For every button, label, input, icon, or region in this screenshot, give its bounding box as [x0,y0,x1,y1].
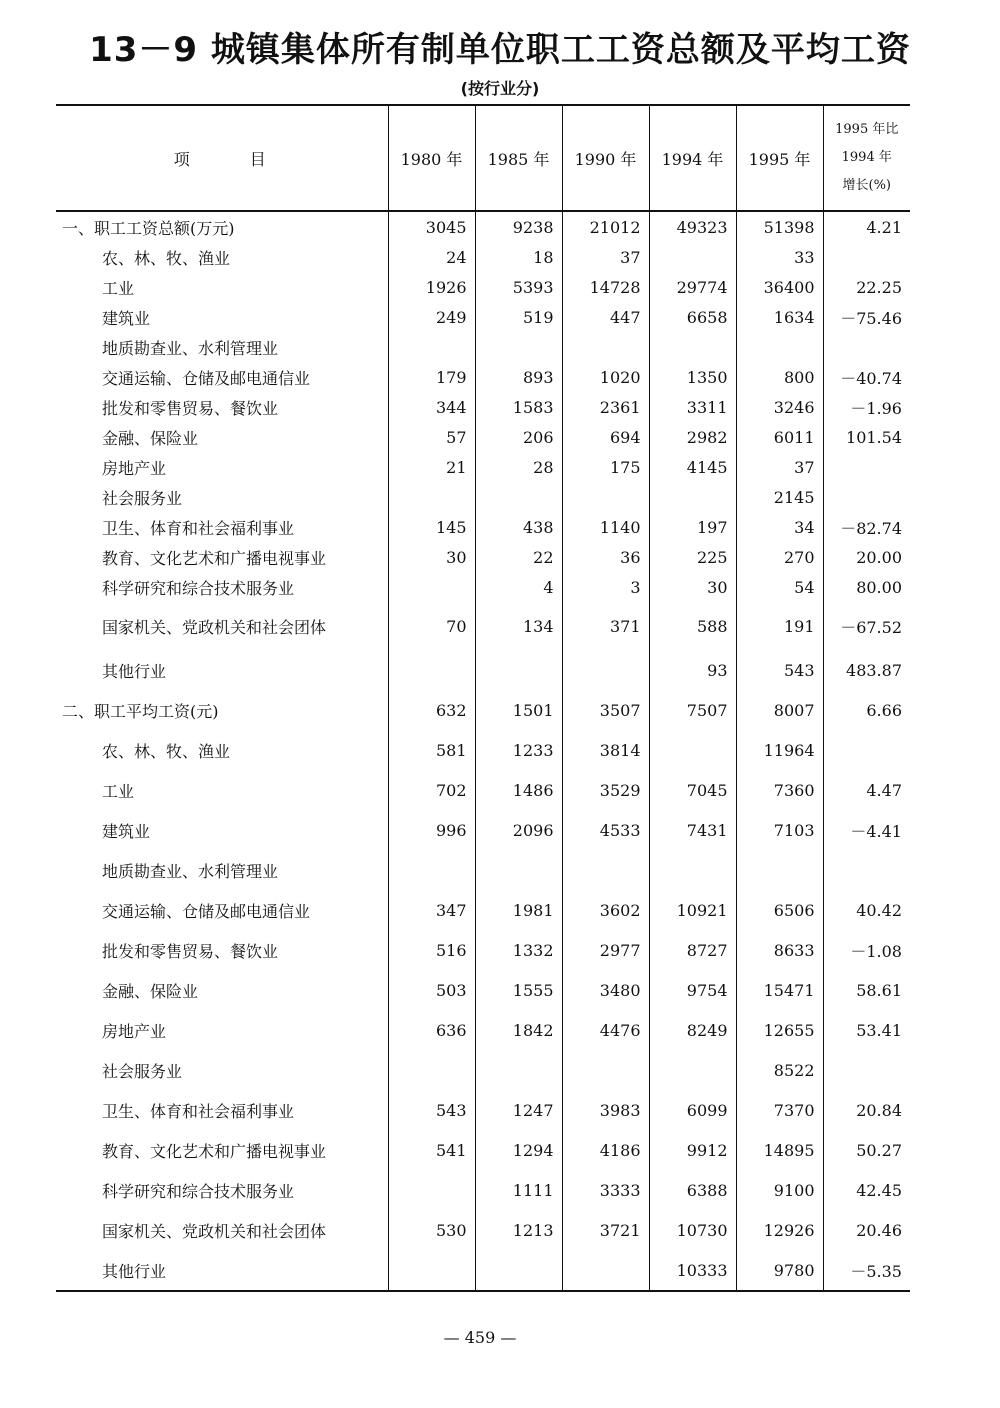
value-1995: 2145 [736,482,823,512]
value-1985 [475,1050,562,1090]
table-row [56,542,910,572]
value-1980: 581 [388,730,475,770]
value-1995: 33 [736,242,823,272]
value-1985: 1842 [475,1010,562,1050]
table-row [56,272,910,302]
value-1995: 54 [736,572,823,602]
value-growth: 6.66 [823,690,910,730]
value-1994 [649,730,736,770]
row-label: 国家机关、党政机关和社会团体 [102,617,327,637]
table-row [56,482,910,512]
value-1995: 15471 [736,970,823,1010]
value-1985: 1247 [475,1090,562,1130]
value-growth [823,482,910,512]
value-1985: 28 [475,452,562,482]
value-1985 [475,850,562,890]
table-row [56,970,910,1010]
value-1990: 2977 [562,930,649,970]
value-1980: 30 [388,542,475,572]
row-label: 交通运输、仓储及邮电通信业 [102,901,311,921]
value-growth [823,1050,910,1090]
value-1995: 6011 [736,422,823,452]
table-row [56,690,910,730]
value-1990 [562,332,649,362]
value-1995: 6506 [736,890,823,930]
value-1994: 6388 [649,1170,736,1210]
header-growth-line1: 1995 年比 [835,122,899,137]
header-1995: 1995 年 [736,105,823,211]
value-1980 [388,1050,475,1090]
value-growth: －40.74 [823,362,910,392]
value-1995: 800 [736,362,823,392]
table-row [56,1250,910,1291]
table-row [56,930,910,970]
row-label: 批发和零售贸易、餐饮业 [102,398,279,418]
value-growth: 20.46 [823,1210,910,1250]
value-1995: 7370 [736,1090,823,1130]
value-1985: 1981 [475,890,562,930]
value-1995: 8633 [736,930,823,970]
row-label: 其他行业 [56,1250,388,1291]
value-1980: 145 [388,512,475,542]
row-label: 金融、保险业 [102,428,199,448]
value-1994: 197 [649,512,736,542]
value-1985: 1294 [475,1130,562,1170]
header-growth-line3: 增长(%) [842,178,891,193]
value-1980: 541 [388,1130,475,1170]
value-1980: 632 [388,690,475,730]
value-1980: 21 [388,452,475,482]
value-1980: 70 [388,602,475,646]
table-row [56,362,910,392]
value-1990: 447 [562,302,649,332]
value-growth: 58.61 [823,970,910,1010]
value-growth: －82.74 [823,512,910,542]
row-label: 一、职工工资总额(万元) [62,218,235,238]
value-growth: 22.25 [823,272,910,302]
value-1990: 3721 [562,1210,649,1250]
value-1985 [475,332,562,362]
value-1985: 438 [475,512,562,542]
value-1994: 9754 [649,970,736,1010]
value-1994: 8727 [649,930,736,970]
value-1980: 702 [388,770,475,810]
table-row [56,890,910,930]
table-row [56,242,910,272]
value-1980: 516 [388,930,475,970]
value-1980: 179 [388,362,475,392]
value-growth: 50.27 [823,1130,910,1170]
value-1990: 2361 [562,392,649,422]
value-1985: 1583 [475,392,562,422]
value-1990: 37 [562,242,649,272]
value-1990: 3507 [562,690,649,730]
table-row [56,572,910,602]
value-1980: 503 [388,970,475,1010]
value-1985: 1501 [475,690,562,730]
value-1995: 34 [736,512,823,542]
row-label: 交通运输、仓储及邮电通信业 [102,368,311,388]
table-row [56,332,910,362]
value-1985: 1233 [475,730,562,770]
row-label: 农、林、牧、渔业 [102,248,231,268]
table-row [56,392,910,422]
value-1994: 93 [649,646,736,690]
value-1995: 11964 [736,730,823,770]
row-label: 社会服务业 [102,488,183,508]
value-1990: 4476 [562,1010,649,1050]
value-growth: －67.52 [823,602,910,646]
value-1995: 12926 [736,1210,823,1250]
value-1994: 49323 [649,211,736,242]
table-header [56,105,910,211]
value-1990: 3602 [562,890,649,930]
table-row [56,302,910,332]
value-1995: 8522 [736,1050,823,1090]
value-1980: 543 [388,1090,475,1130]
row-label: 地质勘查业、水利管理业 [102,861,279,881]
table-row [56,850,910,890]
value-1985: 1111 [475,1170,562,1210]
value-1994: 4145 [649,452,736,482]
header-item: 项目 [56,105,388,211]
value-1995: 37 [736,452,823,482]
table-row [56,452,910,482]
table-row [56,512,910,542]
value-1994 [649,482,736,512]
value-growth: 4.47 [823,770,910,810]
value-1994: 6658 [649,302,736,332]
page-title: 13－9 城镇集体所有制单位职工工资总额及平均工资 [89,30,911,70]
header-growth-line2: 1994 年 [841,150,892,165]
row-label: 科学研究和综合技术服务业 [102,1181,295,1201]
row-label: 科学研究和综合技术服务业 [102,578,295,598]
table-row [56,602,910,646]
value-growth: 20.00 [823,542,910,572]
row-label: 地质勘查业、水利管理业 [102,338,279,358]
value-1994: 9912 [649,1130,736,1170]
header-1980: 1980 年 [388,105,475,211]
value-growth: 483.87 [823,646,910,690]
row-label: 建筑业 [102,821,151,841]
value-growth: －1.08 [823,930,910,970]
value-1985: 1332 [475,930,562,970]
value-1980: 3045 [388,211,475,242]
value-1995: 7103 [736,810,823,850]
table-row [56,1090,910,1130]
value-1985: 2096 [475,810,562,850]
row-label: 金融、保险业 [102,981,199,1001]
row-label: 批发和零售贸易、餐饮业 [102,941,279,961]
value-growth: 101.54 [823,422,910,452]
value-1994: 225 [649,542,736,572]
value-1980: 530 [388,1210,475,1250]
value-1995: 14895 [736,1130,823,1170]
value-1995: 51398 [736,211,823,242]
value-1980: 347 [388,890,475,930]
row-label: 房地产业 [102,1021,167,1041]
row-label: 卫生、体育和社会福利事业 [102,518,295,538]
value-1980 [388,646,475,690]
row-label: 农、林、牧、渔业 [102,741,231,761]
value-1980 [388,1170,475,1210]
value-1990 [562,1250,649,1291]
value-1994: 7045 [649,770,736,810]
value-1990: 3480 [562,970,649,1010]
value-1980 [388,572,475,602]
value-1994: 30 [649,572,736,602]
value-1985 [475,1250,562,1291]
wage-table [56,104,910,1292]
value-growth: －1.96 [823,392,910,422]
value-1980: 1926 [388,272,475,302]
value-1990: 3 [562,572,649,602]
table-row [56,1210,910,1250]
value-1990: 4186 [562,1130,649,1170]
value-1980: 24 [388,242,475,272]
table-row [56,1050,910,1090]
value-1980: 636 [388,1010,475,1050]
value-1985: 893 [475,362,562,392]
value-1990: 21012 [562,211,649,242]
value-growth: －75.46 [823,302,910,332]
table-row [56,1010,910,1050]
value-1985: 206 [475,422,562,452]
value-1985: 18 [475,242,562,272]
value-1985: 1555 [475,970,562,1010]
value-1990: 371 [562,602,649,646]
value-1994: 1350 [649,362,736,392]
header-growth [823,105,910,211]
value-1990 [562,482,649,512]
value-1980 [388,1250,475,1291]
value-1990: 1020 [562,362,649,392]
value-1985: 5393 [475,272,562,302]
value-1985: 519 [475,302,562,332]
table-row [56,646,910,690]
value-1995: 1634 [736,302,823,332]
value-1990: 3333 [562,1170,649,1210]
row-label: 社会服务业 [102,1061,183,1081]
table-row [56,1130,910,1170]
value-1995: 3246 [736,392,823,422]
value-1994 [649,850,736,890]
value-1990: 175 [562,452,649,482]
value-growth [823,730,910,770]
value-1985 [475,482,562,512]
value-1990 [562,646,649,690]
value-growth: 20.84 [823,1090,910,1130]
value-growth: 53.41 [823,1010,910,1050]
value-1995: 8007 [736,690,823,730]
value-growth: 4.21 [823,211,910,242]
value-1994: 7507 [649,690,736,730]
table-row [56,770,910,810]
value-1990: 694 [562,422,649,452]
row-label: 工业 [102,781,135,801]
row-label: 国家机关、党政机关和社会团体 [102,1221,327,1241]
value-1994: 10921 [649,890,736,930]
table-row [56,422,910,452]
value-growth: 42.45 [823,1170,910,1210]
table-row [56,1170,910,1210]
value-1985: 1486 [475,770,562,810]
row-label: 二、职工平均工资(元) [62,701,219,721]
value-1985: 134 [475,602,562,646]
value-1980 [388,482,475,512]
table-row [56,211,910,242]
header-1985: 1985 年 [475,105,562,211]
value-1994 [649,1050,736,1090]
page-number: — 459 — [443,1328,517,1347]
value-1985: 22 [475,542,562,572]
value-1994: 7431 [649,810,736,850]
value-1995 [736,850,823,890]
value-1994: 588 [649,602,736,646]
value-1994: 29774 [649,272,736,302]
table-row [56,810,910,850]
value-1995: 9780 [736,1250,823,1291]
value-1985 [475,646,562,690]
row-label: 教育、文化艺术和广播电视事业 [102,1141,327,1161]
value-1980 [388,332,475,362]
value-growth [823,332,910,362]
value-1980: 249 [388,302,475,332]
row-label: 教育、文化艺术和广播电视事业 [102,548,327,568]
value-1990: 3814 [562,730,649,770]
value-1994: 2982 [649,422,736,452]
value-growth [823,242,910,272]
value-1980: 344 [388,392,475,422]
value-1994: 10730 [649,1210,736,1250]
value-growth [823,850,910,890]
value-1985: 9238 [475,211,562,242]
value-growth: －4.41 [823,810,910,850]
value-1995: 36400 [736,272,823,302]
value-growth [823,452,910,482]
value-1995: 9100 [736,1170,823,1210]
value-1995 [736,332,823,362]
value-1980 [388,850,475,890]
header-1994: 1994 年 [649,105,736,211]
value-1994: 3311 [649,392,736,422]
table-body [56,211,910,1291]
value-1994 [649,242,736,272]
row-label: 其他行业 [102,661,167,681]
value-1990: 3983 [562,1090,649,1130]
header-1990: 1990 年 [562,105,649,211]
value-1980: 57 [388,422,475,452]
value-1990: 4533 [562,810,649,850]
row-label: 卫生、体育和社会福利事业 [102,1101,295,1121]
value-growth: －5.35 [823,1250,910,1291]
value-growth: 80.00 [823,572,910,602]
table-row [56,730,910,770]
value-1995: 191 [736,602,823,646]
row-label: 建筑业 [102,308,151,328]
value-1990: 3529 [562,770,649,810]
value-1995: 270 [736,542,823,572]
value-1990: 36 [562,542,649,572]
value-1985: 4 [475,572,562,602]
row-label: 工业 [102,278,135,298]
row-label: 房地产业 [102,458,167,478]
value-1994: 6099 [649,1090,736,1130]
value-1990: 1140 [562,512,649,542]
value-1995: 12655 [736,1010,823,1050]
value-1990 [562,1050,649,1090]
value-1990 [562,850,649,890]
value-1980: 996 [388,810,475,850]
value-1995: 7360 [736,770,823,810]
value-1985: 1213 [475,1210,562,1250]
value-growth: 40.42 [823,890,910,930]
value-1994 [649,332,736,362]
value-1990: 14728 [562,272,649,302]
value-1994: 10333 [649,1250,736,1291]
value-1994: 8249 [649,1010,736,1050]
value-1995: 543 [736,646,823,690]
page-subtitle: (按行业分) [460,79,540,98]
